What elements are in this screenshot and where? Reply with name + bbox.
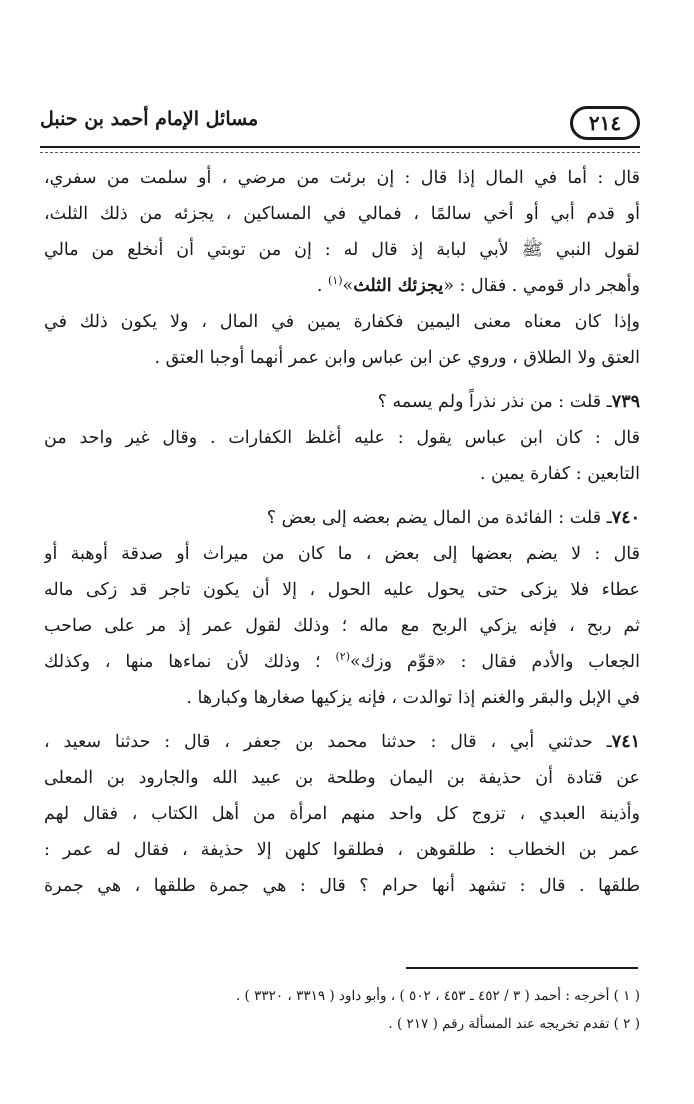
- text-line: عمر بن الخطاب : طلقوهن ، فطلقوا كلهن إلا حذيفة ، فقال له عمر :: [44, 840, 640, 860]
- text-line: قال : أما في المال إذا قال : إن برئت من مرضي ، أو سلمت من سفري،: [44, 168, 640, 188]
- question-number: ٧٤٠: [611, 508, 640, 528]
- question-number: ٧٣٩: [611, 392, 640, 412]
- question-text: ـ قلت : من نذر نذراً ولم يسمه ؟: [377, 392, 612, 412]
- text-segment: الجعاب والأدم فقال : «قوِّم وزك»: [349, 652, 640, 672]
- text-line: التابعين : كفارة يمين .: [479, 464, 640, 484]
- question-741: [44, 724, 640, 760]
- footnote: ( ٢ ) تقدم تخريجه عند المسألة رقم ( ٢١٧ ) .: [388, 1016, 640, 1032]
- text-line: في الإبل والبقر والغنم إذا توالدت ، فإنه يزكيها صغارها وكبارها .: [186, 688, 640, 708]
- text-line: وأذينة العبدي ، تزوج كل واحد منهم امرأة من أهل الكتاب ، فقال لهم: [44, 804, 640, 824]
- text-line: العتق ولا الطلاق ، وروي عن ابن عباس وابن عمر أنهما أوجبا العتق .: [154, 348, 640, 368]
- main-text: [44, 160, 640, 904]
- footnote-divider: [406, 967, 638, 969]
- text-line: [44, 644, 640, 680]
- text-line: عطاء فلا يزكى حتى يحول عليه الحول ، إلا أن يكون تاجر قد زكى ماله: [44, 580, 640, 600]
- question-740: [44, 500, 640, 536]
- page-header: [40, 104, 640, 144]
- footnote-ref: (١): [327, 274, 343, 288]
- footnote-ref: (٢): [335, 650, 350, 664]
- footnote: ( ١ ) أخرجه : أحمد ( ٣ / ٤٥٢ ـ ٤٥٣ ، ٥٠٢ ) ، وأبو داود ( ٣٣١٩ ، ٣٣٢٠ ) .: [235, 988, 640, 1004]
- question-739: [44, 384, 640, 420]
- quote-bold: يجزئك الثلث: [353, 276, 444, 296]
- text-line: قال : كان ابن عباس يقول : عليه أغلظ الكفارات . وقال غير واحد من: [44, 428, 640, 448]
- footnotes: [44, 982, 640, 1038]
- text-line: [44, 268, 640, 304]
- question-number: ٧٤١: [611, 732, 640, 752]
- text-segment: »: [342, 276, 354, 296]
- text-segment: .: [316, 276, 328, 296]
- text-line: ثم ربح ، فإنه يزكي الربح مع ماله ؛ وذلك لقول عمر إذ مر على صاحب: [44, 616, 640, 636]
- question-text: ـ قلت : الفائدة من المال يضم بعضه إلى بعض ؟: [266, 508, 612, 528]
- page-number-badge: [570, 106, 640, 140]
- page-number: ٢١٤: [588, 111, 622, 135]
- text-line: أو قدم أبي أو أخي سالمًا ، فمالي في المساكين ، يجزئه من ذلك الثلث،: [44, 204, 640, 224]
- text-segment: ؛ وذلك لأن نماءها منها ، وكذلك: [44, 652, 336, 672]
- book-title: مسائل الإمام أحمد بن حنبل: [40, 108, 259, 130]
- text-segment: وأهجر دار قومي . فقال : «: [443, 276, 640, 296]
- text-line: طلقها . قال : تشهد أنها حرام ؟ قال : هي جمرة طلقها ، هي جمرة: [44, 876, 640, 896]
- header-divider: [40, 146, 640, 153]
- text-line: قال : لا يضم بعضها إلى بعض ، ما كان من ميراث أو صدقة أوهبة أو: [44, 544, 640, 564]
- text-segment: ـ حدثني أبي ، قال : حدثنا محمد بن جعفر ، قال : حدثنا سعيد ،: [44, 732, 612, 752]
- text-line: وإذا كان معناه معنى اليمين فكفارة يمين في المال ، ولا يكون ذلك في: [44, 312, 640, 332]
- text-line: عن قتادة أن حذيفة بن اليمان وطلحة بن عبيد الله والجارود بن المعلى: [44, 768, 640, 788]
- text-line: لقول النبي ﷺ لأبي لبابة إذ قال له : إن من توبتي أن أنخلع من مالي: [44, 240, 640, 260]
